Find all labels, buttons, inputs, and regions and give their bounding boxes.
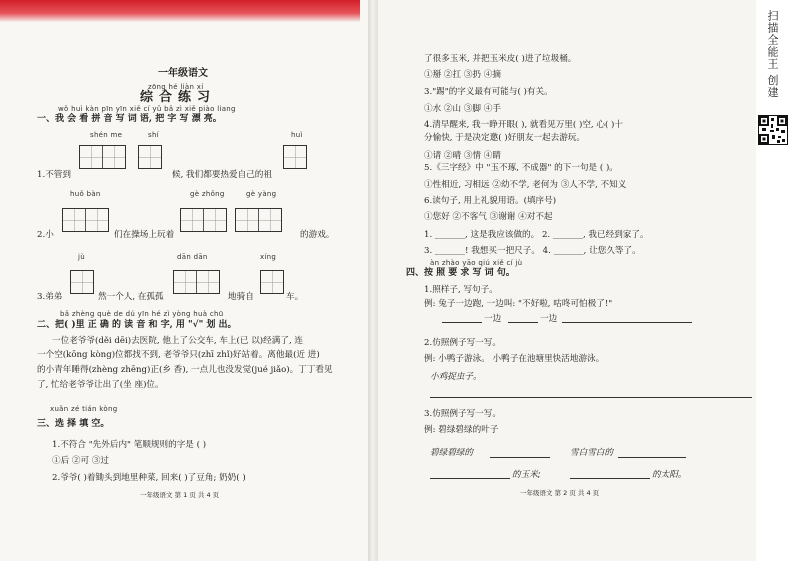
section3-q1-options: ①后 ②可 ③过 <box>52 456 110 466</box>
q2-text-b: 们在操场上玩着 <box>114 230 175 240</box>
r2-text: 3."踢"的字义最有可能与( )有关。 <box>424 87 553 97</box>
section3-pinyin: xuǎn zé tián kòng <box>50 405 118 413</box>
section3-heading: 三、选 择 填 空。 <box>37 419 110 429</box>
answer-blank-q3-b[interactable] <box>618 457 686 458</box>
answer-blank-q1-b[interactable] <box>508 322 538 323</box>
answer-blank-q1-c[interactable] <box>562 322 692 323</box>
writing-grid-q3-c[interactable] <box>260 270 284 294</box>
q2-text-a: 2.小 <box>37 230 54 240</box>
subject-title: 一年级语文 <box>158 68 208 79</box>
r3-options: ①请 ②晴 ③情 ④睛 <box>424 151 501 161</box>
answer-blank-q3-a[interactable] <box>490 457 550 458</box>
section2-para-line3: 的小青年睡得(zhèng zhēng)正(乡 香), 一点儿也没发觉(jué jiǎo)。丁丁看见 <box>37 365 333 375</box>
section4-q3-example: 例: 碧绿碧绿的叶子 <box>424 425 499 435</box>
section4-q1-fill-a: 一边 <box>484 314 502 324</box>
writing-grid-q1-a[interactable] <box>79 145 126 169</box>
r6-line2: 3. _______! 我想买一把尺子。 4. _______, 让您久等了。 <box>424 246 641 256</box>
main-title-pinyin: zōng hé liàn xí <box>148 83 204 91</box>
q2-text-c: 的游戏。 <box>300 230 335 240</box>
section4-q1-example: 例: 兔子一边跑, 一边叫: "不好啦, 咕咚可怕极了!" <box>424 299 613 309</box>
answer-line-q2[interactable] <box>430 397 752 398</box>
section4-q1-fill-b: 一边 <box>540 314 558 324</box>
section4-q2-answer: 小鸡捉虫子。 <box>430 372 482 382</box>
writing-grid-q3-b[interactable] <box>173 270 220 294</box>
page-fold <box>368 0 378 561</box>
section4-pinyin: àn zhào yāo qiú xiě cí jù <box>430 259 523 267</box>
q3-text-d: 车。 <box>286 292 304 302</box>
scanner-watermark-label: 扫描全能王 创建 <box>766 10 779 99</box>
writing-grid-q2-a[interactable] <box>62 208 109 232</box>
section2-heading: 二、把( )里 正 确 的 读 音 和 字, 用 "√" 划 出。 <box>37 320 237 330</box>
writing-grid-q1-b[interactable] <box>138 145 162 169</box>
section4-q3-prompt-c: 的玉米; <box>512 470 541 480</box>
main-title: 综合练习 <box>140 90 217 105</box>
section1-heading: 一、我 会 看 拼 音 写 词 语, 把 字 写 漂 亮。 <box>37 114 222 124</box>
section4-q2: 2.仿照例子写一写。 <box>424 338 501 348</box>
section4-q2-example: 例: 小鸭子游泳。 小鸭子在池塘里快活地游泳。 <box>424 354 605 364</box>
section2-pinyin: bǎ zhèng què de dú yīn hé zì yòng huà chū <box>60 310 224 318</box>
right-page-footer: 一年级语文 第 2 页 共 4 页 <box>520 489 600 497</box>
writing-grid-q1-c[interactable] <box>283 145 307 169</box>
section4-heading: 四、按 照 要 求 写 词 句。 <box>406 268 515 278</box>
r3-text-line2: 分愉快, 于是决定邀( )好朋友一起去游玩。 <box>424 133 585 143</box>
right-page <box>372 0 756 561</box>
section2-para-line2: 一个空(kōng kòng)位都找不到, 老爷爷只(zhī zhǐ)好站着。离他最(近 进) <box>37 350 320 360</box>
r6-line1: 1. _______, 这是我应该做的。 2. _______, 我已经到家了。 <box>424 230 649 240</box>
answer-blank-q3-c[interactable] <box>430 478 510 479</box>
q3-pinyin-c: xíng <box>260 253 277 261</box>
q2-pinyin-b: gè zhǒng <box>190 190 225 198</box>
section4-q3-prompt-b: 雪白雪白的 <box>570 448 613 458</box>
answer-blank-q3-d[interactable] <box>570 478 650 479</box>
q3-text-a: 3.弟弟 <box>37 292 63 302</box>
r4-text: 5.《三字经》中 "玉不琢, 不成器" 的下一句是 ( )。 <box>424 163 618 173</box>
q2-pinyin-c: gè yàng <box>246 190 277 198</box>
r4-options: ①性相近, 习相远 ②幼不学, 老何为 ③人不学, 不知义 <box>424 180 627 190</box>
q1-pinyin-c: huì <box>291 131 303 139</box>
section3-q2: 2.爷爷( )着锄头到地里种菜, 回来( )了豆角; 奶奶( ) <box>52 473 246 483</box>
q1-pinyin-a: shén me <box>90 131 123 139</box>
section1-pinyin: wǒ huì kàn pīn yīn xiě cí yǔ bǎ zì xiě piào liang <box>58 105 236 113</box>
left-page-footer: 一年级语文 第 1 页 共 4 页 <box>140 491 220 499</box>
section4-q3-prompt-a: 碧绿碧绿的 <box>430 448 473 458</box>
red-cover-edge <box>0 0 360 22</box>
writing-grid-q2-c[interactable] <box>235 208 282 232</box>
answer-blank-q1-a[interactable] <box>442 322 482 323</box>
writing-grid-q3-a[interactable] <box>70 270 94 294</box>
section4-q3: 3.仿照例子写一写。 <box>424 409 501 419</box>
q3-pinyin-a: jù <box>78 253 85 261</box>
q3-text-b: 然一个人, 在孤孤 <box>98 292 164 302</box>
section2-para-line4: 了, 忙给老爷爷让出了(坐 座)位。 <box>37 380 164 390</box>
r5-options: ①您好 ②不客气 ③谢谢 ④对不起 <box>424 212 553 222</box>
r5-text: 6.读句子, 用上礼貌用语。(填序号) <box>424 196 557 206</box>
qr-code-icon <box>758 115 788 145</box>
q1-pinyin-b: shí <box>148 131 159 139</box>
q3-pinyin-b: dān dān <box>177 253 208 261</box>
r1-options: ①掰 ②扛 ③扔 ④摘 <box>424 70 501 80</box>
section4-q1: 1.照样子, 写句子。 <box>424 285 498 295</box>
section2-para-line1: 一位老爷爷(děi dēi)去医院, 他上了公交车, 车上(已 以)经满了, 连 <box>52 336 303 346</box>
q1-text-a: 1.不管到 <box>37 170 71 180</box>
r1-text: 了很多玉米, 并把玉米皮( )进了垃圾桶。 <box>424 54 577 64</box>
writing-grid-q2-b[interactable] <box>180 208 227 232</box>
q1-text-b: 候, 我们都要热爱自己的祖 <box>172 170 272 180</box>
q3-text-c: 地骑自 <box>228 292 254 302</box>
section4-q3-prompt-d: 的太阳。 <box>652 470 687 480</box>
section3-q1: 1.不符合 "先外后内" 笔顺规则的字是 ( ) <box>52 440 207 450</box>
r3-text-line1: 4.清早醒来, 我一睁开眼( ), 就看见万里( )空, 心( )十 <box>424 120 623 130</box>
r2-options: ①水 ②山 ③脚 ④手 <box>424 104 501 114</box>
q2-pinyin-a: huǒ bàn <box>70 190 101 198</box>
